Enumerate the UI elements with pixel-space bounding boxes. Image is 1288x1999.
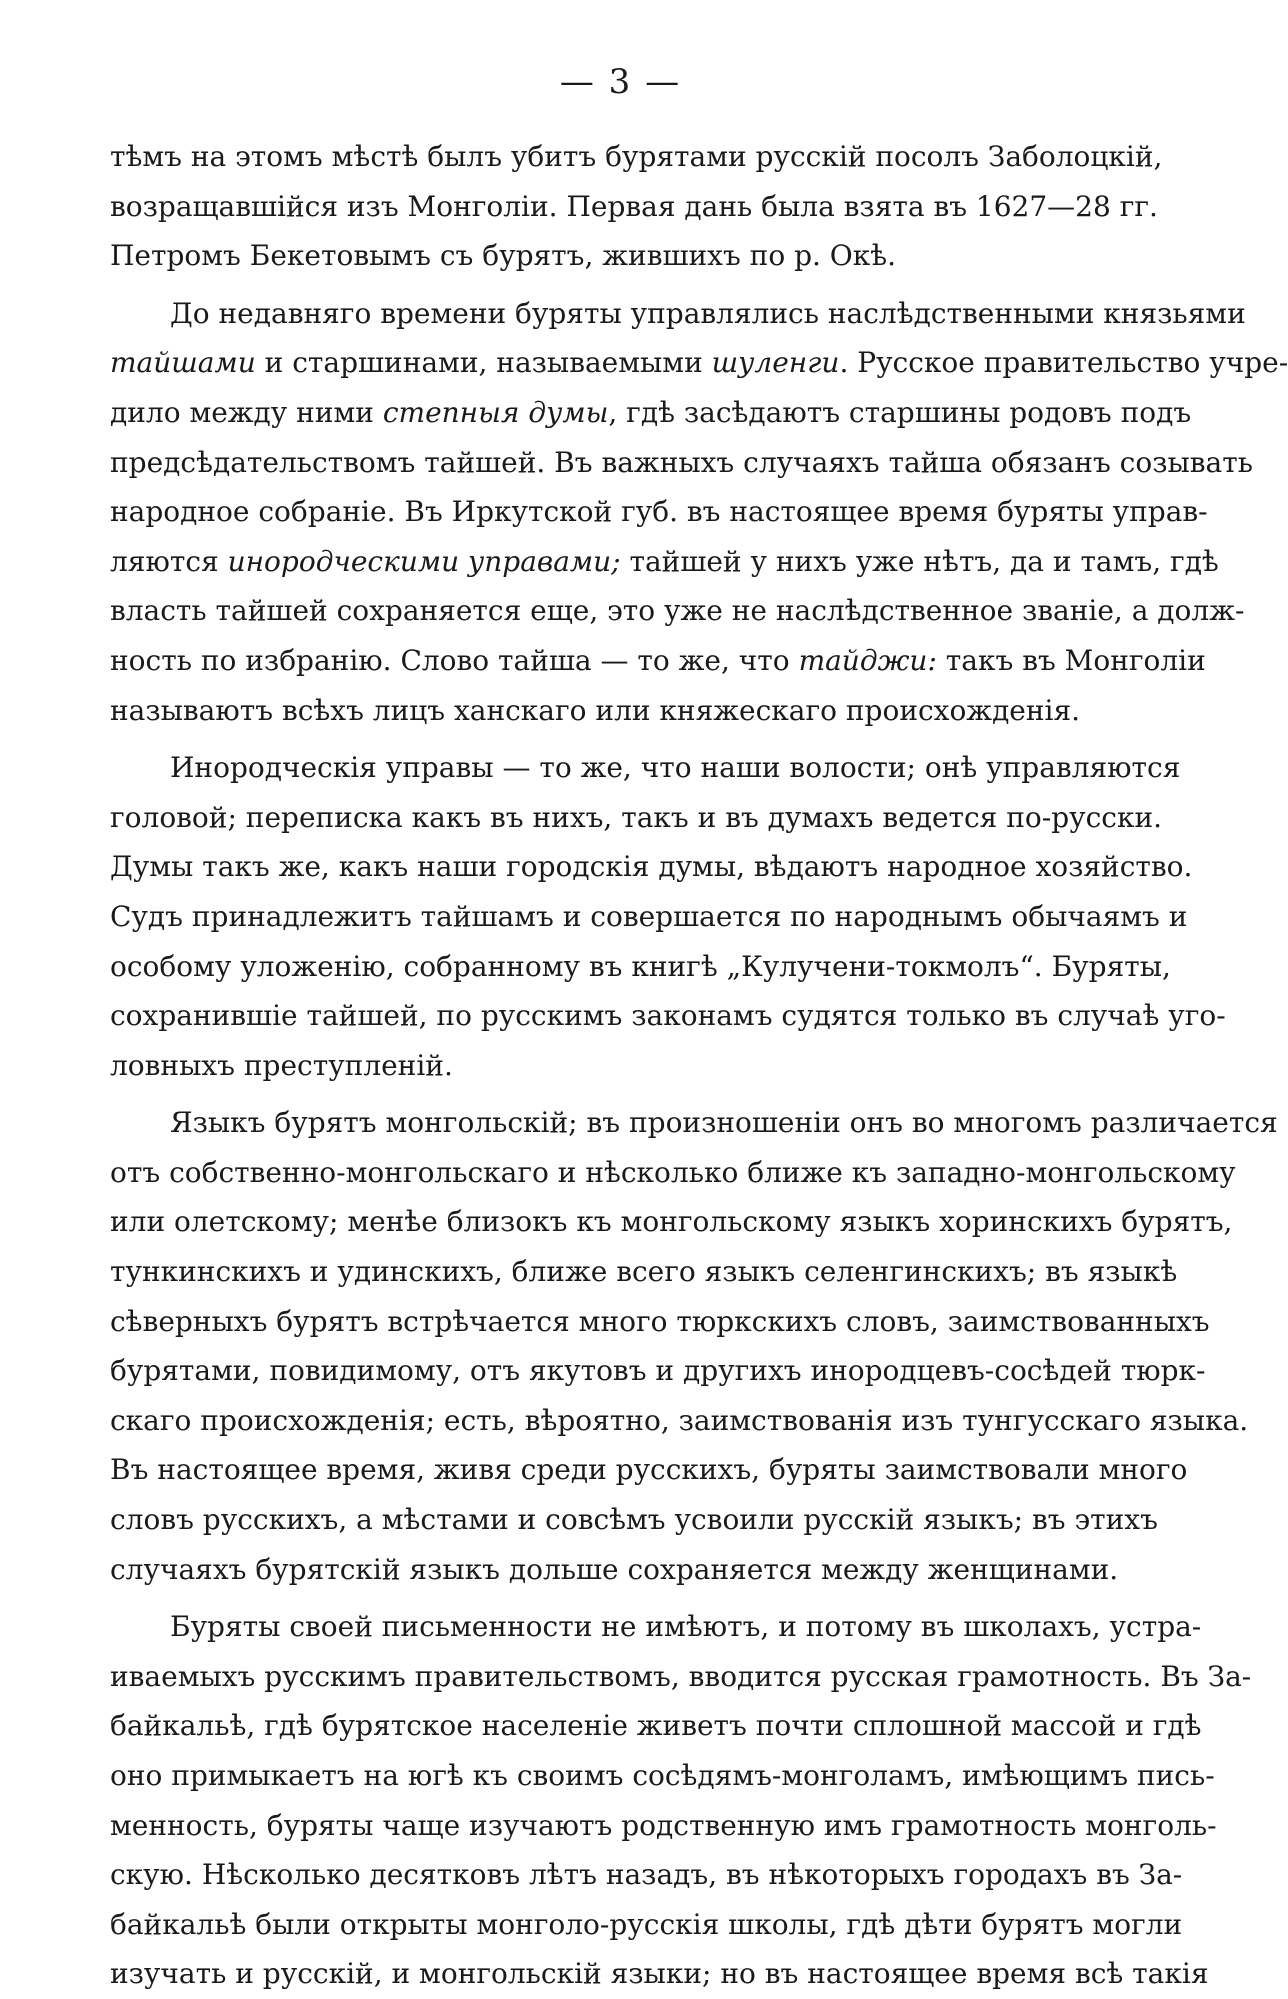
- text-line: народное собраніе. Въ Иркутской губ. въ настоящее время буряты управ-: [110, 495, 1208, 529]
- text-line: сохранившіе тайшей, по русскимъ законамъ судятся только въ случаѣ уго-: [110, 999, 1226, 1033]
- text-line: Въ настоящее время, живя среди русскихъ, буряты заимствовали много: [110, 1453, 1188, 1487]
- text-line: предсѣдательствомъ тайшей. Въ важныхъ случаяхъ тайша обязанъ созывать: [110, 445, 1253, 479]
- text-line: бурятами, повидимому, отъ якутовъ и другихъ инородцевъ-сосѣдей тюрк-: [110, 1354, 1206, 1388]
- italic-term: степныя думы: [382, 395, 609, 429]
- text-line: сѣверныхъ бурятъ встрѣчается много тюркскихъ словъ, заимствованныхъ: [110, 1304, 1210, 1338]
- italic-term: тайджи:: [798, 643, 937, 677]
- text-line: Буряты своей письменности не имѣютъ, и потому въ школахъ, устра-: [170, 1610, 1202, 1644]
- text-line: Думы такъ же, какъ наши городскія думы, вѣдаютъ народное хозяйство.: [110, 850, 1193, 884]
- text-line: иваемыхъ русскимъ правительствомъ, вводится русская грамотность. Въ За-: [110, 1659, 1252, 1693]
- text-segment: такъ въ Монголіи: [936, 643, 1206, 677]
- text-segment: дило между ними: [110, 395, 383, 429]
- text-segment: ность по избранію. Слово тайша — то же, что: [110, 643, 799, 677]
- text-line: скую. Нѣсколько десятковъ лѣтъ назадъ, въ нѣкоторыхъ городахъ въ За-: [110, 1858, 1183, 1892]
- text-line: [110, 388, 1192, 438]
- text-line: До недавняго времени буряты управлялись наслѣдственными князьями: [170, 296, 1246, 330]
- text-line: Инородческія управы — то же, что наши волости; онѣ управляются: [170, 751, 1181, 785]
- text-line: байкальѣ были открыты монголо-русскія школы, гдѣ дѣти бурятъ могли: [110, 1907, 1183, 1941]
- text-line: случаяхъ бурятскій языкъ дольше сохраняется между женщинами.: [110, 1552, 1119, 1586]
- text-line: особому уложенію, собранному въ книгѣ „Кулучени-токмолъ“. Буряты,: [110, 949, 1171, 983]
- text-line: менность, буряты чаще изучаютъ родственную имъ грамотность монголь-: [110, 1808, 1217, 1842]
- text-line: [110, 636, 1206, 686]
- italic-term: инородческими управами;: [227, 544, 621, 578]
- text-segment: . Русское правительство учре-: [839, 346, 1288, 380]
- text-line: называютъ всѣхъ лицъ ханскаго или княжескаго происхожденія.: [110, 693, 1081, 727]
- text-line: отъ собственно-монгольскаго и нѣсколько ближе къ западно-монгольскому: [110, 1155, 1236, 1189]
- text-line: скаго происхожденія; есть, вѣроятно, заимствованія изъ тунгусскаго языка.: [110, 1403, 1249, 1437]
- text-line: Петромъ Бекетовымъ съ бурятъ, жившихъ по р. Окѣ.: [110, 239, 897, 273]
- text-line: Языкъ бурятъ монгольскій; въ произношеніи онъ во многомъ различается: [170, 1106, 1278, 1140]
- text-segment: тайшей у нихъ уже нѣтъ, да и тамъ, гдѣ: [620, 544, 1219, 578]
- italic-term: шуленги: [711, 346, 840, 380]
- italic-term: тайшами: [110, 346, 256, 380]
- text-segment: и старшинами, называемыми: [255, 346, 712, 380]
- text-line: власть тайшей сохраняется еще, это уже не наслѣдственное званіе, а долж-: [110, 594, 1245, 628]
- text-line: изучать и русскій, и монгольскій языки; но въ настоящее время всѣ такія: [110, 1957, 1209, 1991]
- text-line: [110, 338, 1288, 388]
- text-line: [110, 537, 1219, 587]
- text-line: оно примыкаетъ на югѣ къ своимъ сосѣдямъ-монголамъ, имѣющимъ пись-: [110, 1759, 1215, 1792]
- text-line: Судъ принадлежитъ тайшамъ и совершается по народнымъ обычаямъ и: [110, 899, 1188, 933]
- text-line: тункинскихъ и удинскихъ, ближе всего языкъ селенгинскихъ; въ языкѣ: [110, 1255, 1178, 1289]
- text-line: возращавшійся изъ Монголіи. Первая дань была взята въ 1627—28 гг.: [110, 189, 1158, 223]
- text-line: словъ русскихъ, а мѣстами и совсѣмъ усвоили русскій языкъ; въ этихъ: [110, 1503, 1158, 1537]
- page-number: — 3 —: [559, 62, 682, 102]
- text-line: байкальѣ, гдѣ бурятское населеніе живетъ почти сплошной массой и гдѣ: [110, 1709, 1202, 1743]
- text-line: ловныхъ преступленій.: [110, 1048, 453, 1082]
- text-line: тѣмъ на этомъ мѣстѣ былъ убитъ бурятами русскій посолъ Заболоцкій,: [110, 140, 1163, 173]
- text-line: или олетскому; менѣе близокъ къ монгольскому языкъ хоринскихъ бурятъ,: [110, 1205, 1233, 1239]
- text-segment: ляются: [110, 544, 228, 578]
- body-text: [110, 132, 1288, 1999]
- text-segment: , гдѣ засѣдаютъ старшины родовъ подъ: [608, 395, 1192, 429]
- text-line: головой; переписка какъ въ нихъ, такъ и въ думахъ ведется по-русски.: [110, 800, 1163, 834]
